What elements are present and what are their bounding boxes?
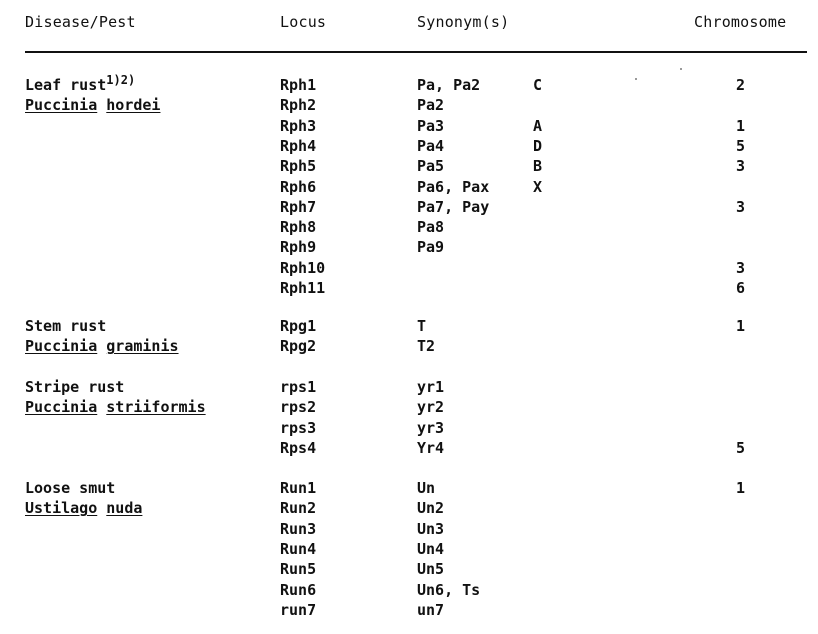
synonym-letter-cell: D (533, 136, 543, 155)
chromosome-cell: 6 (736, 279, 746, 297)
synonym-cell: Pa3 (417, 116, 445, 135)
chromosome-cell: 5 (736, 438, 746, 457)
locus-cell: Run6 (280, 580, 317, 599)
locus-cell: Rph1 (280, 76, 317, 94)
locus-cell: Rph5 (280, 157, 317, 176)
chromosome-cell: 1 (736, 116, 746, 135)
synonym-cell: Pa4 (417, 136, 445, 155)
pathogen-genus: Ustilago (25, 499, 98, 518)
table-row (0, 177, 818, 197)
locus-cell: Run4 (280, 539, 317, 558)
locus-cell: Run3 (280, 519, 317, 538)
synonym-cell: Un2 (417, 499, 445, 518)
locus-cell: Rpg2 (280, 337, 317, 356)
synonym-cell: Pa, Pa2 (417, 76, 481, 94)
synonym-cell: Un (417, 479, 436, 497)
synonym-cell: Pa5 (417, 157, 445, 176)
synonym-cell: Pa2 (417, 96, 445, 115)
locus-cell: Rph10 (280, 258, 326, 277)
synonym-cell: T2 (417, 337, 436, 356)
locus-cell: Rph4 (280, 136, 317, 155)
synonym-letter-cell: C (533, 76, 543, 94)
chromosome-cell: 1 (736, 479, 746, 497)
locus-cell: Run1 (280, 479, 317, 497)
synonym-cell: Pa8 (417, 218, 445, 237)
footnote-marker: 1)2) (106, 73, 136, 87)
disease-name (25, 377, 124, 397)
synonym-cell: Un3 (417, 519, 445, 538)
synonym-letter-cell: B (533, 157, 543, 176)
synonym-letter-cell: A (533, 116, 543, 135)
table-row (0, 397, 818, 417)
chromosome-cell: 5 (736, 136, 746, 155)
synonym-cell: Un6, Ts (417, 580, 481, 599)
chromosome-cell: 3 (736, 197, 746, 216)
disease-name-text: Leaf rust (25, 76, 107, 94)
synonym-cell: Pa9 (417, 238, 445, 257)
table-row (0, 258, 818, 278)
locus-cell: Rph2 (280, 96, 317, 115)
disease-name-text: Loose smut (25, 479, 116, 497)
locus-cell: run7 (280, 600, 317, 619)
header-chromosome: Chromosome (694, 13, 787, 31)
table-row (0, 278, 818, 298)
synonym-cell: yr3 (417, 418, 445, 437)
locus-cell: Rph9 (280, 238, 317, 257)
table-row (0, 580, 818, 600)
locus-cell: Rps4 (280, 438, 317, 457)
pathogen-name (25, 336, 179, 356)
chromosome-cell: 3 (736, 157, 746, 176)
table-row (0, 95, 818, 115)
pathogen-species: striiformis (106, 398, 206, 417)
header-disease-pest: Disease/Pest (25, 13, 136, 31)
chromosome-cell: 3 (736, 258, 746, 277)
table-row (0, 498, 818, 518)
locus-cell: Rph11 (280, 279, 326, 297)
disease-name-text: Stem rust (25, 317, 107, 335)
table-row (0, 559, 818, 579)
synonym-cell: T (417, 317, 427, 335)
locus-cell: Rph3 (280, 116, 317, 135)
synonym-cell: Yr4 (417, 438, 445, 457)
chromosome-cell: 1 (736, 317, 746, 335)
table-row (0, 75, 818, 95)
table-row (0, 156, 818, 176)
header-rule (25, 51, 807, 53)
synonym-letter-cell: X (533, 177, 543, 196)
table-row (0, 600, 818, 620)
table-row (0, 418, 818, 438)
synonym-cell: yr2 (417, 398, 445, 417)
table-row (0, 519, 818, 539)
locus-cell: rps1 (280, 378, 317, 396)
pathogen-genus: Puccinia (25, 398, 98, 417)
synonym-cell: Pa6, Pax (417, 177, 490, 196)
table-row (0, 377, 818, 397)
table-row (0, 539, 818, 559)
locus-cell: Rph8 (280, 218, 317, 237)
pathogen-genus: Puccinia (25, 337, 98, 356)
table-row (0, 136, 818, 156)
synonym-cell: un7 (417, 600, 445, 619)
header-synonyms: Synonym(s) (417, 13, 510, 31)
header-locus: Locus (280, 13, 327, 31)
chromosome-cell: 2 (736, 76, 746, 94)
table-row (0, 217, 818, 237)
synonym-cell: Pa7, Pay (417, 197, 490, 216)
pathogen-genus: Puccinia (25, 96, 98, 115)
synonym-cell: Un5 (417, 560, 445, 579)
locus-cell: Rph7 (280, 197, 317, 216)
synonym-cell: Un4 (417, 539, 445, 558)
locus-cell: rps2 (280, 398, 317, 417)
disease-name (25, 478, 115, 498)
synonym-cell: yr1 (417, 378, 445, 396)
table-row (0, 438, 818, 458)
table-row (0, 478, 818, 498)
pathogen-name (25, 498, 142, 518)
pathogen-species: graminis (106, 337, 179, 356)
pathogen-name (25, 95, 160, 115)
disease-name (25, 316, 106, 336)
locus-cell: Rph6 (280, 177, 317, 196)
locus-cell: Run5 (280, 560, 317, 579)
table-row (0, 316, 818, 336)
disease-name-text: Stripe rust (25, 378, 125, 396)
table-row (0, 336, 818, 356)
pathogen-species: hordei (106, 96, 161, 115)
locus-cell: rps3 (280, 418, 317, 437)
pathogen-name (25, 397, 206, 417)
table-row (0, 197, 818, 217)
scan-speck (680, 68, 682, 70)
table-row (0, 116, 818, 136)
locus-cell: Run2 (280, 499, 317, 518)
disease-name (25, 75, 135, 95)
table-row (0, 237, 818, 257)
locus-cell: Rpg1 (280, 317, 317, 335)
pathogen-species: nuda (106, 499, 143, 518)
